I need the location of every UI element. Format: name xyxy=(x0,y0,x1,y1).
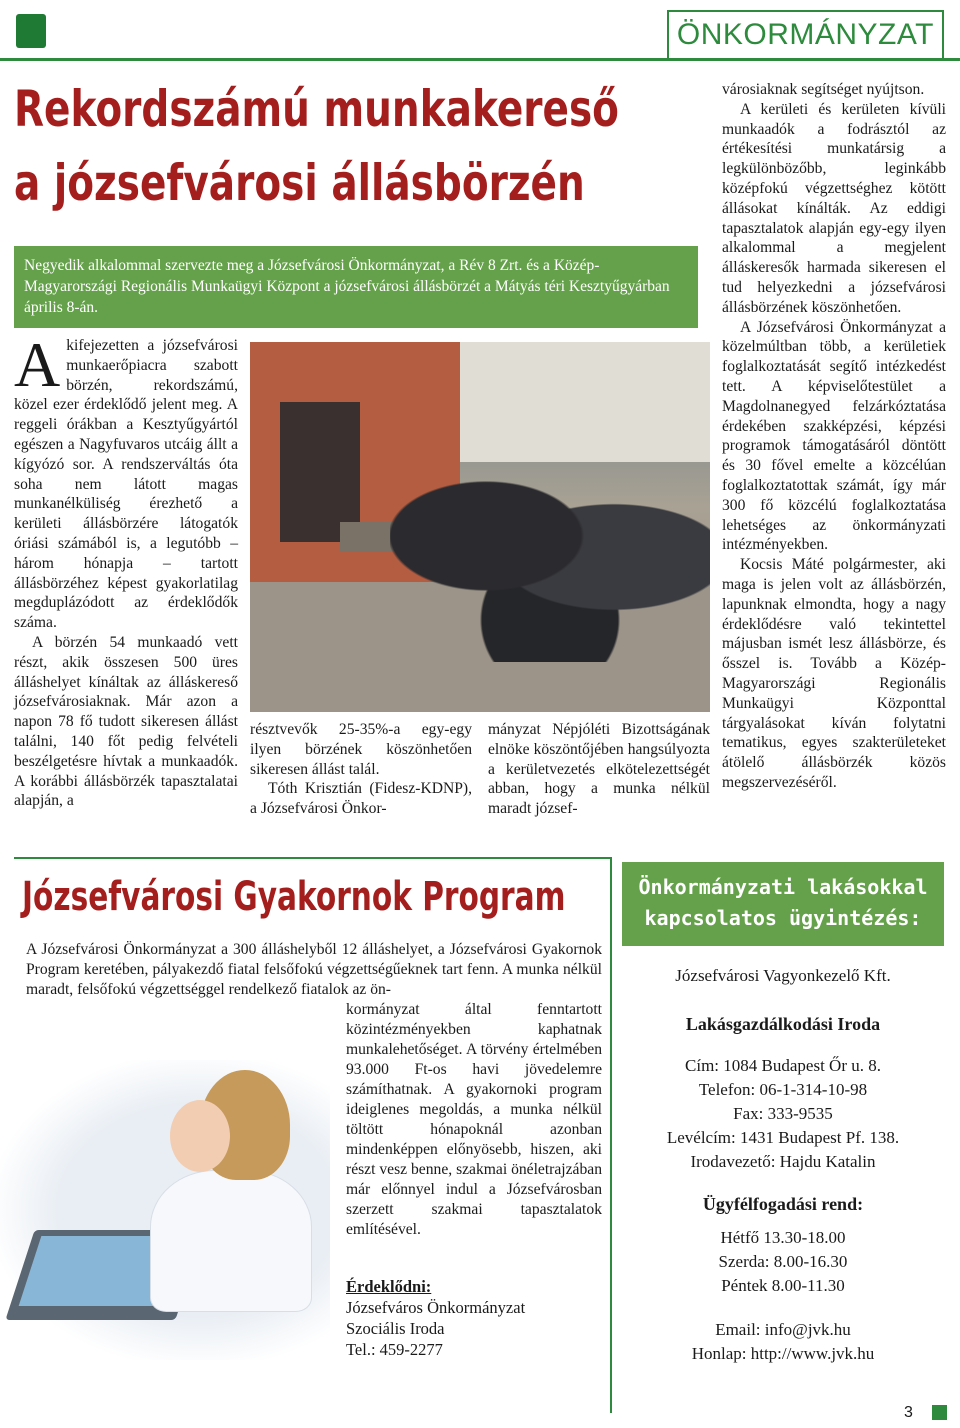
housing-title-line-2: kapcsolatos ügyintézés: xyxy=(644,906,922,930)
col4-paragraph-3: A Józsefvárosi Önkormányzat a közelmúltban több, a kerületiek foglalkoztatását segítő intézkedést tett. A képviselőtestület a Magdolnanegyed felzárkóztatása érdekében szakképzési, képzési programok támogatásáról döntött és 30 fővel emelte a közcélúan foglalkoztatottak számát, így már 300 fő közcélú foglalkoztatása lehetséges az önkormányzati intézményekben. xyxy=(722,318,946,554)
intern-contact xyxy=(346,1276,602,1360)
intern-box-side-rule xyxy=(610,857,612,1413)
col4-paragraph-2: A kerületi és kerületen kívüli munkaadók a fodrásztól az értékesítési munkatársig a legkülönbözőbb, leginkább középfokú végzettséghez kötött állásokat kínálták. Az eddigi tapasztalatok alapján egy-egy ilyen alkalommal a megjelent álláskeresők harmada sikeresen el tud helyezkedni a józsefvárosi állásbörzének köszönhetően. xyxy=(722,100,946,316)
article-column-3 xyxy=(488,720,710,819)
contact-label: Érdeklődni: xyxy=(346,1277,432,1296)
photo-sky-wall xyxy=(460,342,710,462)
intern-title: Józsefvárosi Gyakornok Program xyxy=(22,874,566,920)
housing-head: Irodavezető: Hajdu Katalin xyxy=(690,1152,876,1171)
contact-phone: Tel.: 459-2277 xyxy=(346,1340,443,1359)
col3-paragraph-1: mányzat Népjóléti Bizottságának elnöke köszöntőjében hangsúlyozta a kerületvezetés elkötelezettségét abban, hogy a munka nélkül maradt józsef- xyxy=(488,721,710,818)
photo-face xyxy=(170,1100,230,1172)
office-hours-title: Ügyfélfogadási rend: xyxy=(702,1194,864,1214)
article-column-1 xyxy=(14,329,238,811)
col2-paragraph-1: résztvevők 25-35%-a egy-egy ilyen börzének köszönhetően sikeresen állást talál. xyxy=(250,721,472,778)
page-marker-square xyxy=(932,1405,947,1420)
intern-paragraph-2: kormányzat által fenntartott közintézményekben kaphatnak munkalehetőséget. A törvény értelmében 93.000 Ft-os havi jövedelemre számíthatnak. A gyakornoki program ideiglenes megoldás, a munka nélkül töltött hónapoknál azonban mindenképpen előnyösebb, hiszen, aki részt vesz benne, szakmai önéletrajzában már előnnyel indul a Józsefvárosban szerzett szakmai tapasztalatok említésével. xyxy=(346,1001,602,1238)
housing-fax: Fax: 333-9535 xyxy=(733,1104,833,1123)
headline-line-2: a józsefvárosi állásbörzén xyxy=(14,154,585,212)
article-headline xyxy=(14,72,619,220)
housing-online xyxy=(622,1318,944,1366)
col4-paragraph-4: Kocsis Máté polgármester, aki maga is jelen volt az állásbörzén, lapunknak elmondta, hogy a nagy érdeklődésre való tekintettel májusban ismét lesz állásbörze, és ősszel is. Tovább a Közép-Magyarországi Regionális Munkaügyi Központtal tárgyalásokat kíván folytatni tematikus, egyes szakterületeket átölelő állásbörzék közös megszervezéséről. xyxy=(722,556,946,791)
woman-with-laptop-photo xyxy=(0,1060,330,1360)
municipality-logo xyxy=(16,14,46,48)
article-column-4 xyxy=(722,80,946,793)
section-label: ÖNKORMÁNYZAT xyxy=(667,10,944,60)
drop-cap: A xyxy=(14,329,61,400)
hours-monday: Hétfő 13.30-18.00 xyxy=(720,1228,846,1247)
photo-shirt xyxy=(150,1170,312,1312)
hours-wednesday: Szerda: 8.00-16.30 xyxy=(718,1252,848,1271)
housing-website: Honlap: http://www.jvk.hu xyxy=(691,1344,875,1363)
photo-doorway xyxy=(280,402,360,542)
paragraph-1: Akifejezetten a józsefvárosi munkaerőpiacra szabott börzén, rekordszámú, közel ezer érdeklődő jelent meg. A reggeli órákban a Kesztyűgyártól egészen a Nagyfuvaros utcáig állt a kígyózó sor. A rendszerváltás óta soha nem látott magas munkanélküliség érezhető a kerületi állásbörzére látogatók óriási számából is, a legutóbb – három hónapja – tartott állásbörzéhez képest gyakorlatilag megduplázódott az érdeklődők száma. xyxy=(14,329,238,632)
contact-office-name: Józsefváros Önkormányzat xyxy=(346,1298,526,1317)
housing-contacts xyxy=(622,1054,944,1174)
headline-line-1: Rekordszámú munkakereső xyxy=(14,80,619,138)
col2-paragraph-2: Tóth Krisztián (Fidesz-KDNP), a Józsefvárosi Önkor- xyxy=(250,780,472,818)
intern-box-top-rule xyxy=(14,857,610,859)
housing-address: Cím: 1084 Budapest Őr u. 8. xyxy=(685,1056,881,1075)
housing-email: Email: info@jvk.hu xyxy=(715,1320,851,1339)
job-fair-photo xyxy=(250,342,710,712)
intern-paragraph-1: A Józsefvárosi Önkormányzat a 300 álláshelyből 12 álláshelyet, a Józsefvárosi Gyakornok Program keretében, pályakezdő fiatal felsőfokú végzettségűeknek tart fenn. A munka nélkül maradt, felsőfokú végzettséggel rendelkező fiatalok az ön- xyxy=(26,941,602,998)
housing-phone: Telefon: 06-1-314-10-98 xyxy=(698,1080,868,1099)
hours-friday: Péntek 8.00-11.30 xyxy=(721,1276,845,1295)
housing-org: Józsefvárosi Vagyonkezelő Kft. xyxy=(675,966,891,985)
housing-title-line-1: Önkormányzati lakásokkal xyxy=(638,875,928,899)
contact-department: Szociális Iroda xyxy=(346,1319,445,1338)
housing-office: Lakásgazdálkodási Iroda xyxy=(685,1014,881,1034)
col4-paragraph-1: városiaknak segítséget nyújtson. xyxy=(722,81,925,98)
housing-title xyxy=(622,862,944,946)
article-column-2 xyxy=(250,720,472,819)
paragraph-2: A börzén 54 munkaadó vett részt, akik összesen 500 üres álláshelyet kínáltak az álláskereső józsefvárosiaknak. Már azon a napon 78 fő tudott sikeresen állást találni, 140 főt pedig felvételi beszélgetésre hívtak a munkaadók. A korábbi állásbörzék tapasztalatai alapján, a xyxy=(14,633,238,810)
office-hours xyxy=(622,1226,944,1298)
article-lead: Negyedik alkalommal szervezte meg a Józsefvárosi Önkormányzat, a Rév 8 Zrt. és a Közép-Magyarországi Regionális Munkaügyi Központ a józsefvárosi állásbörzét a Mátyás téri Kesztyűgyárban április 8-án. xyxy=(14,246,698,328)
housing-mail-address: Levélcím: 1431 Budapest Pf. 138. xyxy=(666,1128,900,1147)
photo-crowd xyxy=(390,452,710,662)
page-number: 3 xyxy=(904,1404,913,1421)
